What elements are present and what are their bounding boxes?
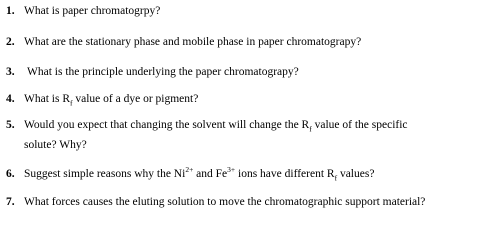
question-text: What forces causes the eluting solution to move the chromatographic support material? bbox=[24, 196, 426, 208]
question-text: What are the stationary phase and mobile phase in paper chromatograpy? bbox=[24, 36, 362, 48]
question-number: 7. bbox=[6, 196, 15, 208]
question-text: Suggest simple reasons why the $Ni^{2+}$ and $Fe^{3+}$ ions have different $R_f$ values? bbox=[24, 165, 375, 183]
question-number: 4. bbox=[6, 93, 15, 105]
question-number: 3. bbox=[6, 66, 15, 78]
question-text: Would you expect that changing the solvent will change the $R_f$ value of the specific bbox=[24, 119, 408, 134]
question-5-continuation: solute? Why? bbox=[24, 139, 87, 151]
question-number: 6. bbox=[6, 168, 15, 180]
question-text: What is $R_f$ value of a dye or pigment? bbox=[24, 93, 199, 108]
question-number: 5. bbox=[6, 119, 15, 131]
question-number: 2. bbox=[6, 36, 15, 48]
question-text: What is paper chromatogrpy? bbox=[24, 5, 161, 17]
question-text: What is the principle underlying the paper chromatograpy? bbox=[27, 66, 299, 78]
question-number: 1. bbox=[6, 5, 15, 17]
